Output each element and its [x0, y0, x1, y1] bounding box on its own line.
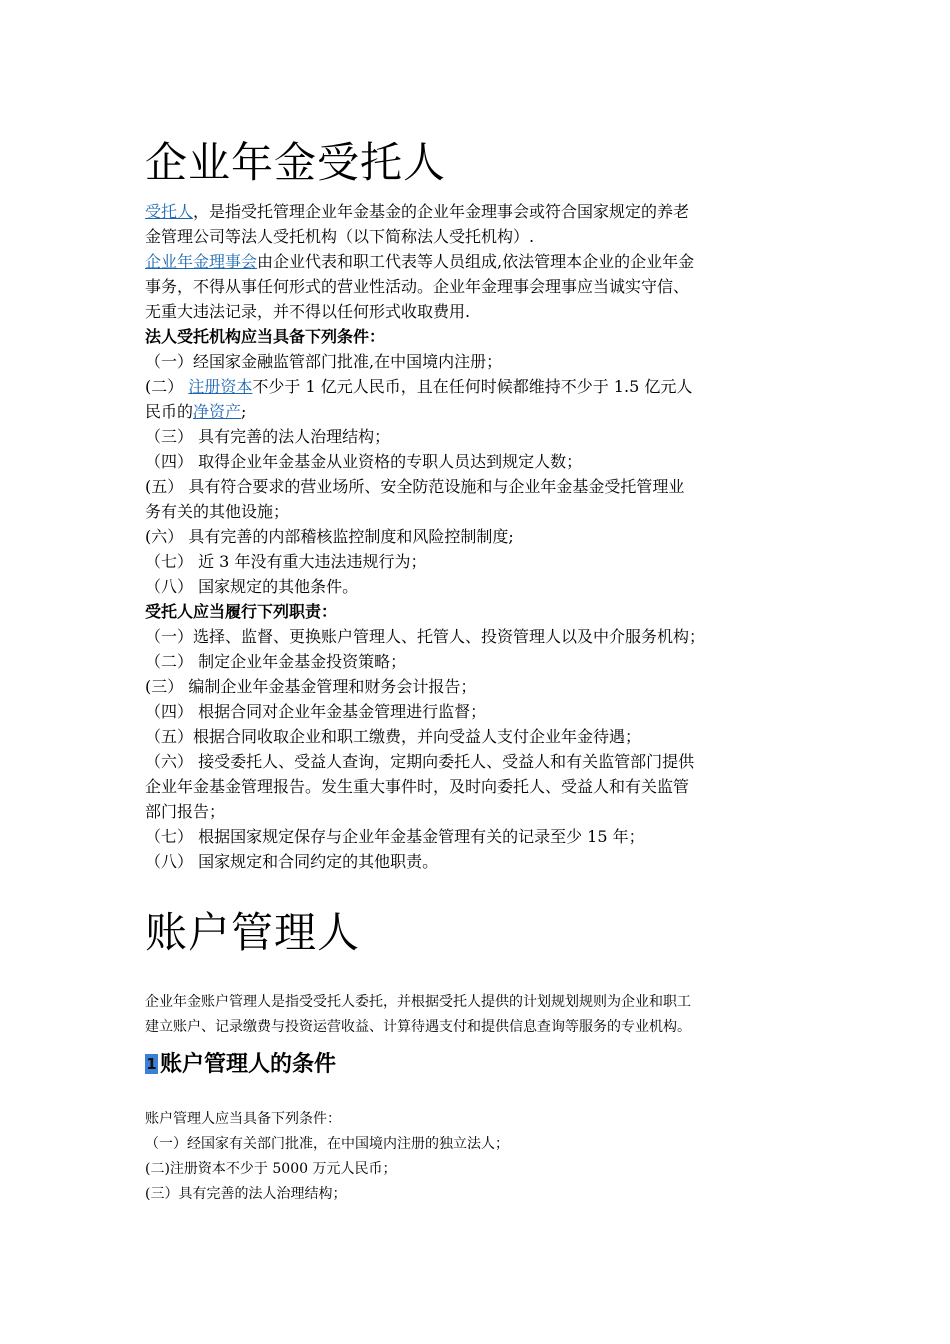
- condition-item: (二)注册资本不少于 5000 万元人民币；: [145, 1161, 397, 1177]
- section-title-account-manager: 账户管理人: [145, 908, 361, 957]
- condition-item: （四） 取得企业年金基金从业资格的专职人员达到规定人数；: [145, 452, 583, 471]
- condition-item: (五） 具有符合要求的营业场所、安全防范设施和与企业年金基金受托管理业: [145, 477, 685, 496]
- duty-item: （六） 接受委托人、受益人查询，定期向委托人、受益人和有关监管部门提供: [145, 752, 695, 771]
- duty-item: (三） 编制企业年金基金管理和财务会计报告；: [145, 677, 477, 696]
- text: (二）: [145, 377, 184, 396]
- duty-item: （四） 根据合同对企业年金基金管理进行监督；: [145, 702, 487, 721]
- trustee-body: [145, 199, 815, 874]
- condition-item: （七） 近 3 年没有重大违法违规行为；: [145, 552, 427, 571]
- conditions-heading: 法人受托机构应当具备下列条件：: [145, 327, 386, 346]
- condition-item: [145, 399, 815, 424]
- net-assets-link[interactable]: 净资产: [193, 402, 242, 421]
- paragraph-line: 建立账户、记录缴费与投资运营收益、计算待遇支付和提供信息查询等服务的专业机构。: [145, 1019, 691, 1035]
- duty-item: （八） 国家规定和合同约定的其他职责。: [145, 852, 439, 871]
- annuity-council-link[interactable]: 企业年金理事会: [145, 252, 258, 271]
- account-manager-conditions: [145, 1107, 815, 1207]
- condition-item: （一）经国家金融监管部门批准,在中国境内注册；: [145, 352, 503, 371]
- text: 不少于 1 亿元人民币，且在任何时候都维持不少于 1.5 亿元人: [252, 377, 693, 396]
- paragraph-line: 金管理公司等法人受托机构（以下简称法人受托机构）.: [145, 227, 535, 246]
- duty-item: （二） 制定企业年金基金投资策略；: [145, 652, 407, 671]
- condition-item: 务有关的其他设施；: [145, 502, 290, 521]
- condition-item: (六） 具有完善的内部稽核监控制度和风险控制制度;: [145, 527, 514, 546]
- paragraph-line: 无重大违法记录，并不得以任何形式收取费用.: [145, 302, 471, 321]
- duties-heading: 受托人应当履行下列职责：: [145, 602, 338, 621]
- paragraph-line: [145, 249, 815, 274]
- account-manager-intro: [145, 990, 815, 1040]
- registered-capital-link[interactable]: 注册资本: [188, 377, 253, 396]
- condition-item: （八） 国家规定的其他条件。: [145, 577, 359, 596]
- trustee-link[interactable]: 受托人: [145, 202, 194, 221]
- paragraph-line: 账户管理人应当具备下列条件：: [145, 1111, 341, 1127]
- heading-number: 1: [146, 1055, 157, 1073]
- section-title-trustee: 企业年金受托人: [145, 138, 447, 187]
- duty-item: （七） 根据国家规定保存与企业年金基金管理有关的记录至少 15 年；: [145, 827, 645, 846]
- paragraph-line: 企业年金账户管理人是指受受托人委托，并根据受托人提供的计划规划规则为企业和职工: [145, 994, 691, 1010]
- subheading-conditions: [145, 1051, 336, 1079]
- duty-item: （五）根据合同收取企业和职工缴费，并向受益人支付企业年金待遇；: [145, 727, 642, 746]
- subheading-text: 账户管理人的条件: [160, 1052, 337, 1077]
- text: ，是指受托管理企业年金基金的企业年金理事会或符合国家规定的养老: [193, 202, 690, 221]
- condition-item: (三）具有完善的法人治理结构；: [145, 1186, 347, 1202]
- text: ;: [241, 402, 247, 421]
- paragraph-line: [145, 199, 815, 224]
- paragraph-line: 事务，不得从事任何形式的营业性活动。企业年金理事会理事应当诚实守信、: [145, 277, 690, 296]
- duty-item: 部门报告；: [145, 802, 226, 821]
- condition-item: [145, 374, 815, 399]
- duty-item: 企业年金基金管理报告。发生重大事件时，及时向委托人、受益人和有关监管: [145, 777, 690, 796]
- text: 由企业代表和职工代表等人员组成,依法管理本企业的企业年金: [257, 252, 695, 271]
- duty-item: （一）选择、监督、更换账户管理人、托管人、投资管理人以及中介服务机构；: [145, 627, 706, 646]
- condition-item: （一）经国家有关部门批准，在中国境内注册的独立法人；: [145, 1136, 509, 1152]
- text: 民币的: [145, 402, 194, 421]
- condition-item: （三） 具有完善的法人治理结构；: [145, 427, 391, 446]
